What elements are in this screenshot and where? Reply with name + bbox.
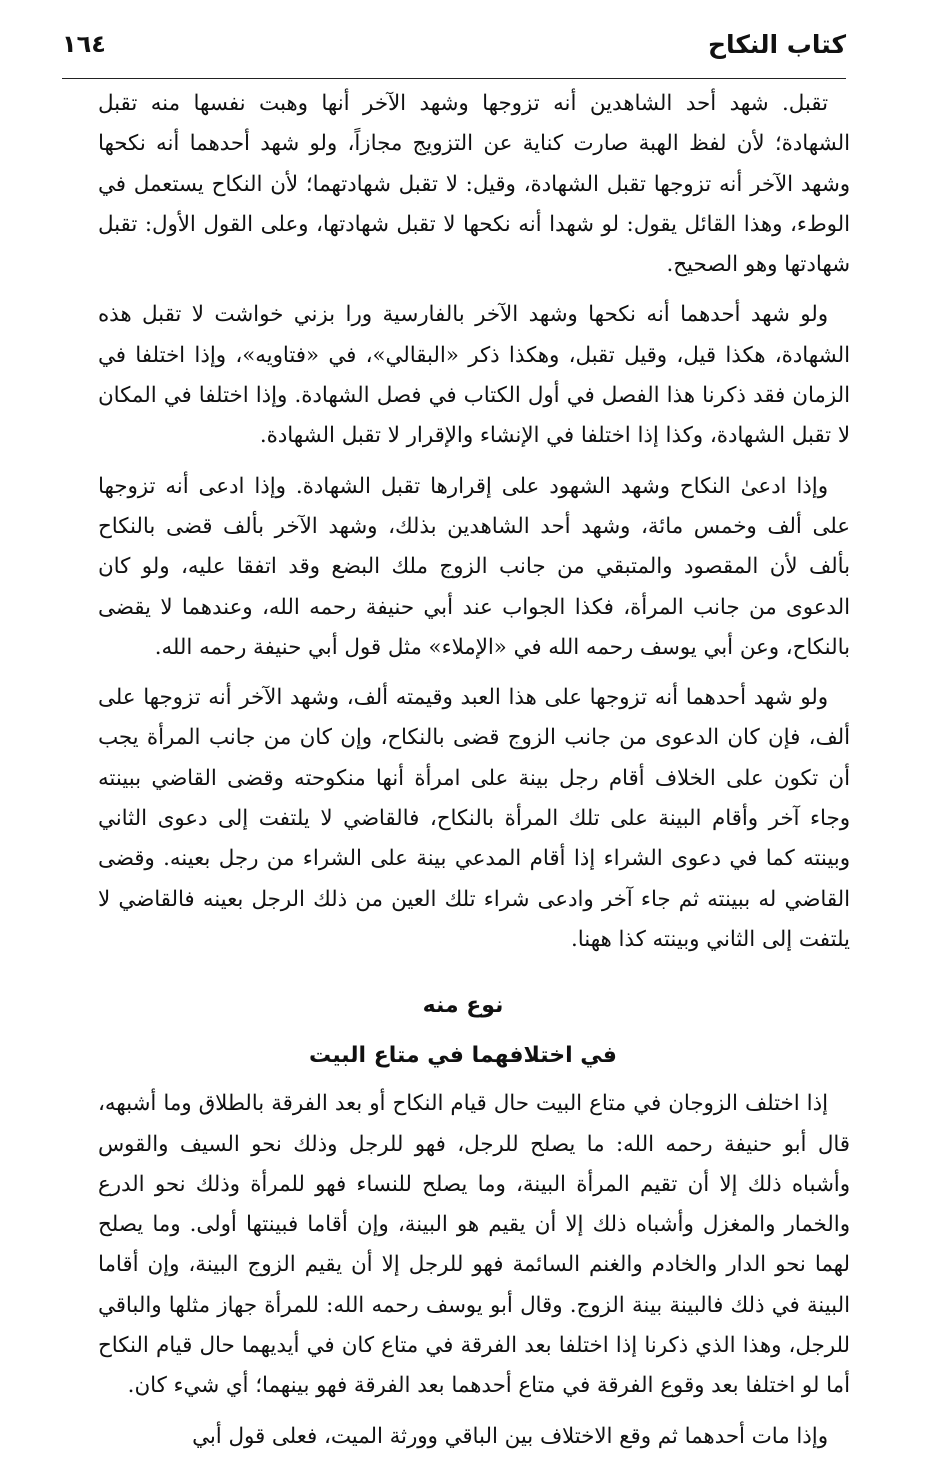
paragraph: إذا اختلف الزوجان في متاع البيت حال قيام النكاح أو بعد الفرقة بالطلاق وما أشبهه، قال أبو حنيفة رحمه الله: ما يصلح للرجل، فهو للرجل وذلك نحو السيف والقوس وأشباه ذلك إلا أن تقيم المرأة البينة، وما يصلح للنساء فهو للمرأة وذلك نحو الدرع والخمار والمغزل وأشباه ذلك إلا أن يقيم هو البينة، وإن أقاما فبينتها أولى. وما يصلح لهما نحو الدار والخادم والغنم السائمة فهو للرجل إلا أن يقيم الزوج البينة، وإن أقاما البينة في ذلك فالبينة بينة الزوج. وقال أبو يوسف رحمه الله: للمرأة جهاز مثلها والباقي للرجل، وهذا الذي ذكرنا إذا اختلفا بعد الفرقة في متاع كان في أيديهما حال قيام النكاح أما لو اختلفا بعد وقوع الفرقة في متاع أحدهما بعد الفرقة فهو بينهما؛ أي شيء كان. bbox=[98, 1091, 850, 1399]
page-number: ١٦٤ bbox=[62, 30, 106, 58]
paragraph: ولو شهد أحدهما أنه تزوجها على هذا العبد وقيمته ألف، وشهد الآخر أنه تزوجها على ألف، فإن كان الدعوى من جانب الزوج قضى بالنكاح، وإن كان من جانب المرأة يجب أن تكون على الخلاف أقام رجل بينة على امرأة أنها منكوحته وقضى القاضي ببينته وجاء آخر وأقام البينة على تلك المرأة بالنكاح، فالقاضي لا يلتفت إلى دعوى الثاني وبينته كما في دعوى الشراء إذا أقام المدعي بينة على الشراء من رجل بعينه. وقضى القاضي له ببينته ثم جاء آخر وادعى شراء تلك العين من ذلك الرجل بعينه فالقاضي لا يلتفت إلى الثاني وبينته كذا ههنا. bbox=[98, 685, 850, 952]
paragraph: وإذا مات أحدهما ثم وقع الاختلاف بين الباقي وورثة الميت، فعلى قول أبي bbox=[192, 1423, 828, 1449]
paragraph: ولو شهد أحدهما أنه نكحها وشهد الآخر بالفارسية ورا بزني خواشت لا تقبل هذه الشهادة، هكذا قيل، وقيل تقبل، وهكذا ذكر «البقالي»، في «فتاويه»، وإذا اختلفا في الزمان فقد ذكرنا هذا الفصل في أول الكتاب في فصل الشهادة. وإذا اختلفا في المكان لا تقبل الشهادة، وكذا إذا اختلفا في الإنشاء والإقرار لا تقبل الشهادة. bbox=[98, 302, 851, 449]
page-body bbox=[98, 84, 850, 1467]
page-header bbox=[62, 30, 846, 70]
paragraph: تقبل. شهد أحد الشاهدين أنه تزوجها وشهد الآخر أنها وهبت نفسها منه تقبل الشهادة؛ لأن لفظ الهبة صارت كناية عن التزويج مجازاً، ولو شهد أحدهما أنه نكحها وشهد الآخر أنه تزوجها تقبل الشهادة، وقيل: لا تقبل شهادتهما؛ لأن النكاح يستعمل في الوطء، وهذا القائل يقول: لو شهدا أنه نكحها لا تقبل شهادتها، وعلى القول الأول: تقبل شهادتها وهو الصحيح. bbox=[98, 91, 850, 278]
header-divider bbox=[62, 78, 846, 79]
paragraph: وإذا ادعىٰ النكاح وشهد الشهود على إقرارها تقبل الشهادة. وإذا ادعى أنه تزوجها على ألف وخمس مائة، وشهد أحد الشاهدين بذلك، وشهد الآخر بألف قضى بالنكاح بألف لأن المقصود والمتبقي من جانب الزوج ملك البضع وقد اتفقا عليه، ولو كان الدعوى من جانب المرأة، فكذا الجواب عند أبي حنيفة رحمه الله، وعندهما لا يقضى بالنكاح، وعن أبي يوسف رحمه الله في «الإملاء» مثل قول أبي حنيفة رحمه الله. bbox=[98, 473, 850, 660]
chapter-title: كتاب النكاح bbox=[707, 30, 846, 59]
section-heading: نوع منه bbox=[422, 993, 504, 1019]
section-subheading: في اختلافهما في متاع البيت bbox=[309, 1043, 617, 1069]
